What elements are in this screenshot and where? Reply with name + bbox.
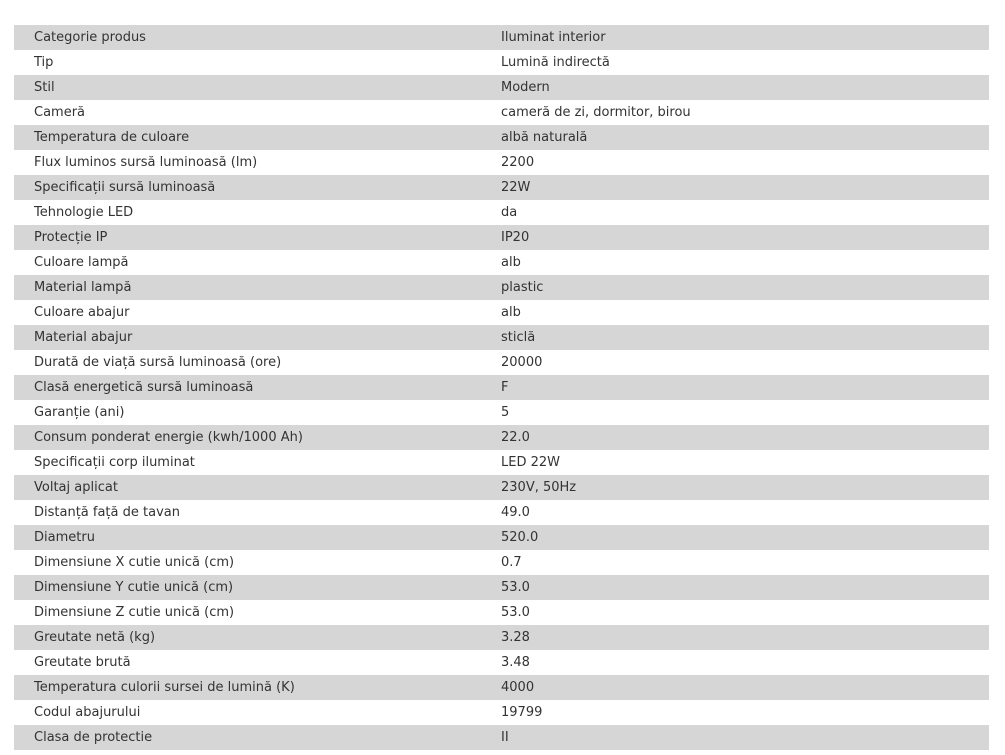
spec-value: 20000 (501, 355, 543, 370)
spec-value: Lumină indirectă (501, 55, 610, 70)
spec-label: Stil (34, 80, 55, 95)
spec-row (14, 450, 989, 475)
spec-value: 3.48 (501, 655, 530, 670)
spec-label: Protecție IP (34, 230, 108, 245)
spec-row (14, 650, 989, 675)
spec-label: Garanție (ani) (34, 405, 125, 420)
spec-label: Dimensiune Y cutie unică (cm) (34, 580, 234, 595)
spec-row (14, 100, 989, 125)
spec-row (14, 400, 989, 425)
spec-label: Tip (34, 55, 54, 70)
spec-row (14, 250, 989, 275)
spec-row (14, 50, 989, 75)
spec-label: Clasa de protectie (34, 730, 153, 745)
spec-value: 4000 (501, 680, 535, 695)
spec-value: 230V, 50Hz (501, 480, 577, 495)
spec-label: Diametru (34, 530, 95, 545)
spec-row (14, 225, 989, 250)
spec-label: Greutate netă (kg) (34, 630, 156, 645)
product-specs-table (14, 25, 989, 750)
spec-value: 53.0 (501, 580, 530, 595)
spec-label: Flux luminos sursă luminoasă (lm) (34, 155, 258, 170)
spec-value: 0.7 (501, 555, 522, 570)
spec-row (14, 125, 989, 150)
spec-row (14, 525, 989, 550)
spec-row (14, 275, 989, 300)
spec-value: 19799 (501, 705, 543, 720)
spec-label: Temperatura de culoare (34, 130, 190, 145)
spec-label: Temperatura culorii sursei de lumină (K) (34, 680, 295, 695)
product-specs-body (14, 25, 989, 750)
spec-value: 5 (501, 405, 510, 420)
spec-value: albă naturală (501, 130, 588, 145)
spec-label: Cameră (34, 105, 86, 120)
spec-value: IP20 (501, 230, 530, 245)
spec-value: Modern (501, 80, 550, 95)
spec-value: 22W (501, 180, 531, 195)
spec-row (14, 725, 989, 750)
spec-value: 520.0 (501, 530, 539, 545)
spec-label: Tehnologie LED (34, 205, 134, 220)
spec-value: II (501, 730, 509, 745)
spec-row (14, 600, 989, 625)
spec-value: 22.0 (501, 430, 530, 445)
spec-value: 2200 (501, 155, 535, 170)
spec-label: Greutate brută (34, 655, 131, 670)
spec-label: Categorie produs (34, 30, 146, 45)
spec-value: Iluminat interior (501, 30, 606, 45)
spec-label: Culoare abajur (34, 305, 130, 320)
spec-value: 3.28 (501, 630, 530, 645)
spec-value: plastic (501, 280, 544, 295)
spec-label: Dimensiune Z cutie unică (cm) (34, 605, 235, 620)
spec-value: sticlă (501, 330, 536, 345)
spec-value: LED 22W (501, 455, 560, 470)
spec-row (14, 425, 989, 450)
spec-row (14, 700, 989, 725)
spec-label: Durată de viață sursă luminoasă (ore) (34, 355, 282, 370)
spec-label: Specificații corp iluminat (34, 455, 195, 470)
spec-row (14, 375, 989, 400)
spec-label: Consum ponderat energie (kwh/1000 Ah) (34, 430, 303, 445)
spec-row (14, 550, 989, 575)
spec-label: Distanță față de tavan (34, 505, 180, 520)
spec-row (14, 200, 989, 225)
spec-value: cameră de zi, dormitor, birou (501, 105, 691, 120)
spec-value: F (501, 380, 509, 395)
spec-row (14, 625, 989, 650)
spec-row (14, 325, 989, 350)
spec-label: Clasă energetică sursă luminoasă (34, 380, 254, 395)
spec-row (14, 300, 989, 325)
spec-label: Material abajur (34, 330, 133, 345)
spec-row (14, 575, 989, 600)
spec-row (14, 500, 989, 525)
spec-row (14, 175, 989, 200)
spec-value: 53.0 (501, 605, 530, 620)
spec-row (14, 25, 989, 50)
spec-value: da (501, 205, 518, 220)
spec-row (14, 475, 989, 500)
spec-row (14, 150, 989, 175)
spec-label: Culoare lampă (34, 255, 129, 270)
spec-label: Specificații sursă luminoasă (34, 180, 216, 195)
spec-row (14, 75, 989, 100)
spec-value: alb (501, 255, 521, 270)
spec-label: Codul abajurului (34, 705, 141, 720)
spec-label: Voltaj aplicat (34, 480, 118, 495)
spec-value: 49.0 (501, 505, 530, 520)
spec-label: Dimensiune X cutie unică (cm) (34, 555, 235, 570)
spec-label: Material lampă (34, 280, 132, 295)
spec-row (14, 350, 989, 375)
spec-value: alb (501, 305, 521, 320)
spec-row (14, 675, 989, 700)
